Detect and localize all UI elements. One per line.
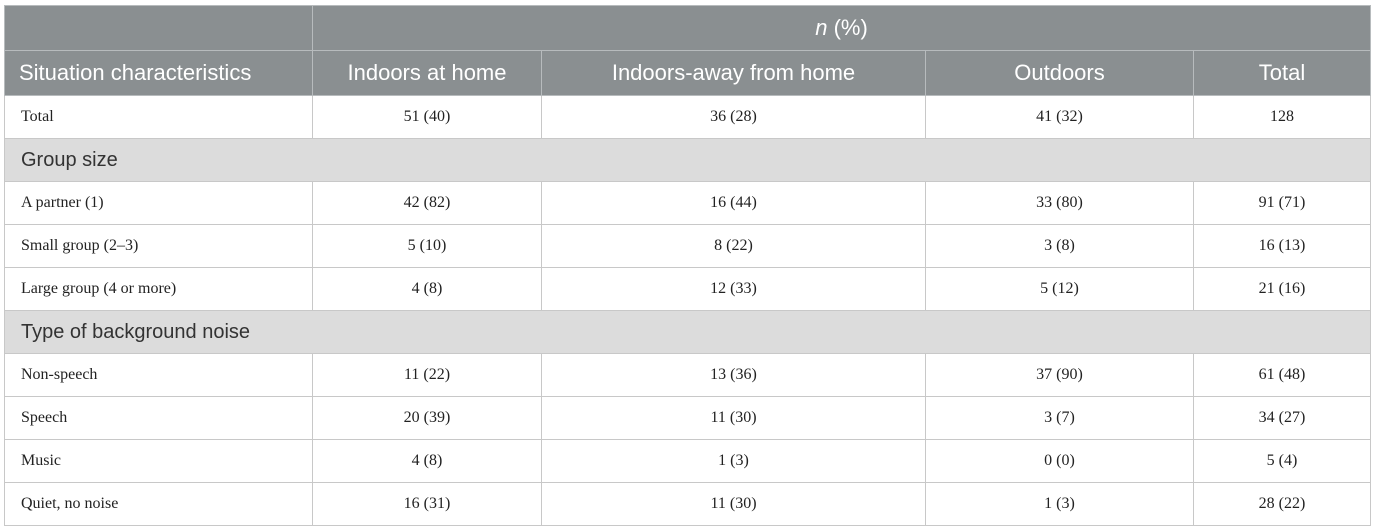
table-cell: 51 (40) xyxy=(313,96,542,139)
table-cell: 28 (22) xyxy=(1194,483,1371,526)
n-percent-header xyxy=(313,6,1371,51)
table-cell: 13 (36) xyxy=(542,354,926,397)
row-label: Music xyxy=(5,440,313,483)
table-cell: 21 (16) xyxy=(1194,268,1371,311)
row-label: A partner (1) xyxy=(5,182,313,225)
table-cell: 5 (12) xyxy=(926,268,1194,311)
table-cell: 8 (22) xyxy=(542,225,926,268)
column-header: Total xyxy=(1194,51,1371,96)
header-row-group xyxy=(5,6,1371,51)
n-italic: n xyxy=(815,15,828,40)
table-row xyxy=(5,182,1371,225)
table-cell: 128 xyxy=(1194,96,1371,139)
table-cell: 61 (48) xyxy=(1194,354,1371,397)
table-cell: 20 (39) xyxy=(313,397,542,440)
table-cell: 36 (28) xyxy=(542,96,926,139)
table-row xyxy=(5,354,1371,397)
table-row xyxy=(5,440,1371,483)
table-cell: 16 (13) xyxy=(1194,225,1371,268)
table-row xyxy=(5,225,1371,268)
table-cell: 37 (90) xyxy=(926,354,1194,397)
table-row xyxy=(5,268,1371,311)
table-cell: 42 (82) xyxy=(313,182,542,225)
section-title: Group size xyxy=(5,139,1371,182)
row-label: Non-speech xyxy=(5,354,313,397)
table-cell: 41 (32) xyxy=(926,96,1194,139)
table-cell: 1 (3) xyxy=(926,483,1194,526)
column-header: Indoors-away from home xyxy=(542,51,926,96)
table-cell: 16 (31) xyxy=(313,483,542,526)
table-cell: 12 (33) xyxy=(542,268,926,311)
header-blank-cell xyxy=(5,6,313,51)
total-row xyxy=(5,96,1371,139)
percent-suffix: (%) xyxy=(827,15,868,40)
table-row xyxy=(5,483,1371,526)
table-cell: 11 (30) xyxy=(542,483,926,526)
table-cell: 3 (7) xyxy=(926,397,1194,440)
header-row-columns xyxy=(5,51,1371,96)
row-label: Speech xyxy=(5,397,313,440)
row-label: Large group (4 or more) xyxy=(5,268,313,311)
table-cell: 5 (4) xyxy=(1194,440,1371,483)
column-header: Indoors at home xyxy=(313,51,542,96)
row-label: Quiet, no noise xyxy=(5,483,313,526)
column-header: Outdoors xyxy=(926,51,1194,96)
table-cell: 1 (3) xyxy=(542,440,926,483)
section-row xyxy=(5,139,1371,182)
table-cell: 4 (8) xyxy=(313,268,542,311)
row-label: Small group (2–3) xyxy=(5,225,313,268)
table-cell: 16 (44) xyxy=(542,182,926,225)
column-header: Situation characteristics xyxy=(5,51,313,96)
table-cell: 11 (22) xyxy=(313,354,542,397)
table-row xyxy=(5,397,1371,440)
row-label: Total xyxy=(5,96,313,139)
table-cell: 11 (30) xyxy=(542,397,926,440)
table-cell: 5 (10) xyxy=(313,225,542,268)
table-cell: 0 (0) xyxy=(926,440,1194,483)
section-title: Type of background noise xyxy=(5,311,1371,354)
table-cell: 91 (71) xyxy=(1194,182,1371,225)
situation-table xyxy=(4,5,1371,526)
table-cell: 34 (27) xyxy=(1194,397,1371,440)
table-cell: 33 (80) xyxy=(926,182,1194,225)
table-cell: 3 (8) xyxy=(926,225,1194,268)
table-cell: 4 (8) xyxy=(313,440,542,483)
section-row xyxy=(5,311,1371,354)
